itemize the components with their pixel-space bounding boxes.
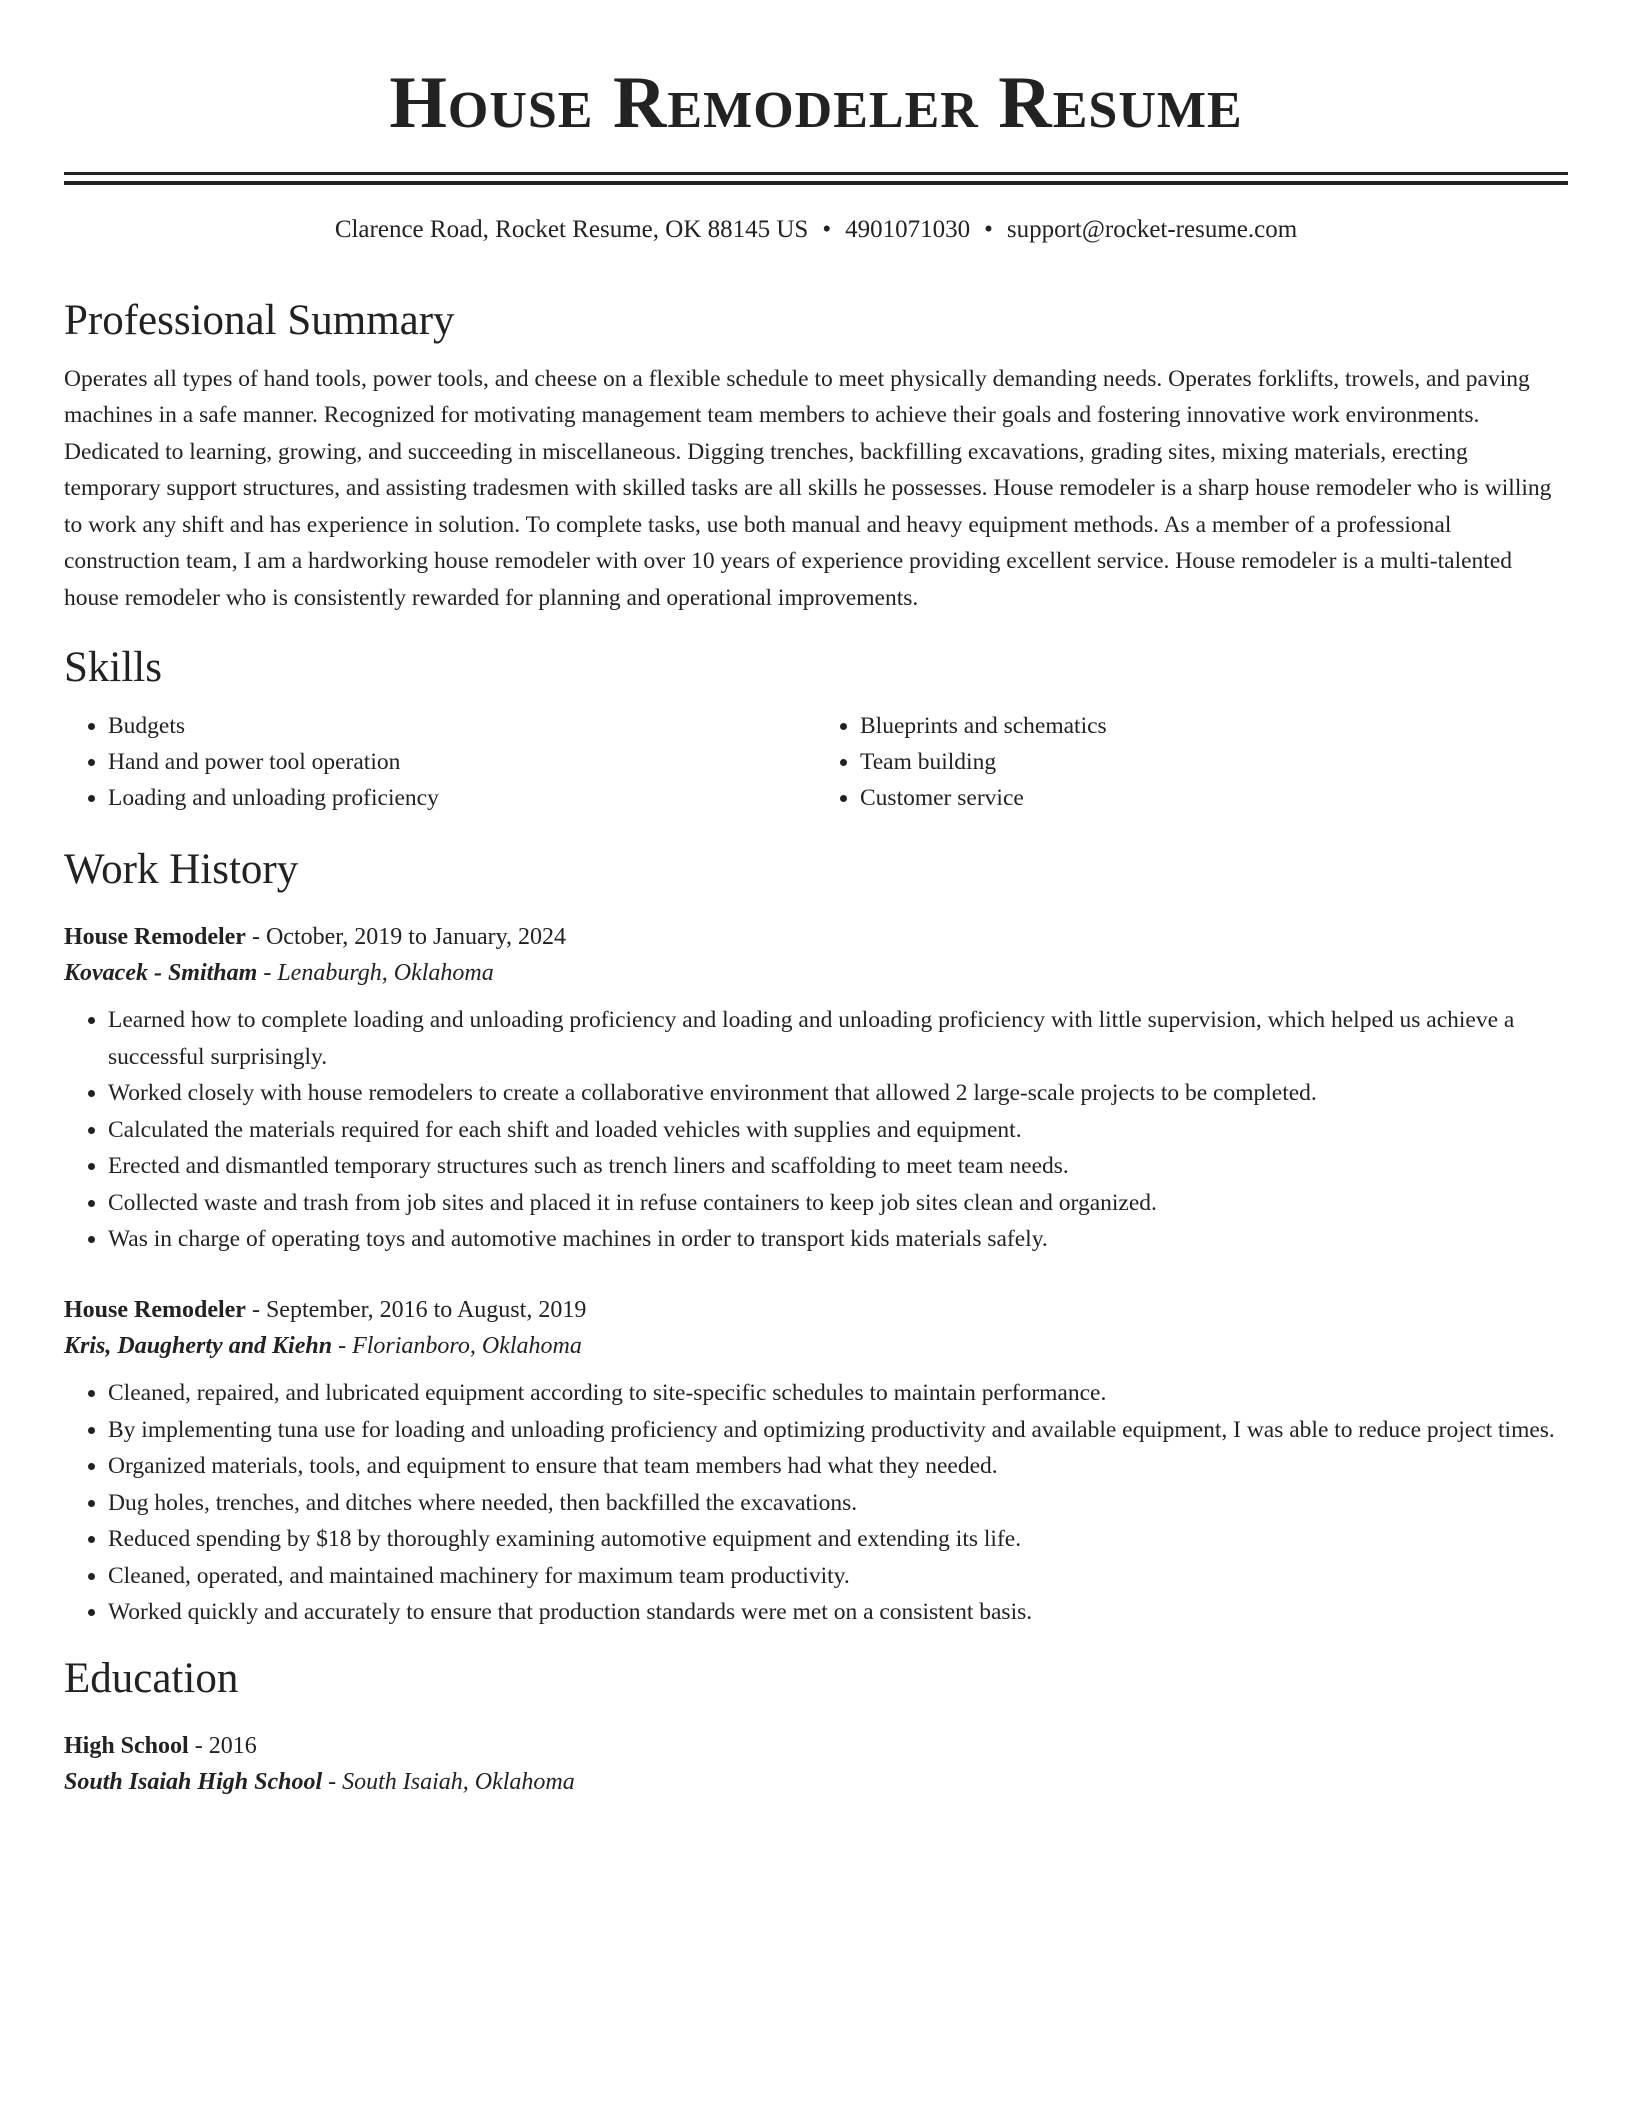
job-bullet: • Reduced spending by $18 by thoroughly examining automotive equipment and extending its life. <box>108 1521 1568 1558</box>
job-bullet: • Dug holes, trenches, and ditches where needed, then backfilled the excavations. <box>108 1485 1568 1522</box>
job-bullet: • Cleaned, operated, and maintained machinery for maximum team productivity. <box>108 1558 1568 1595</box>
skill-item: • Hand and power tool operation <box>108 744 816 780</box>
skills-column-left <box>64 708 816 816</box>
contact-separator: • <box>984 216 993 243</box>
skill-item: • Blueprints and schematics <box>860 708 1568 744</box>
contact-address: Clarence Road, Rocket Resume, OK 88145 US <box>334 216 809 243</box>
education-year: - 2016 <box>188 1733 257 1760</box>
job-location: - Lenaburgh, Oklahoma <box>257 959 494 986</box>
job-entry <box>64 1294 1568 1631</box>
job-bullet: • By implementing tuna use for loading and unloading proficiency and optimizing productivity and available equipment, I was able to reduce project times. <box>108 1412 1568 1449</box>
job-bullet: • Collected waste and trash from job sites and placed it in refuse containers to keep job sites clean and organized. <box>108 1185 1568 1222</box>
contact-email: support@rocket-resume.com <box>1006 216 1298 243</box>
job-bullets <box>64 1002 1568 1258</box>
job-bullets <box>64 1375 1568 1631</box>
job-dates: - October, 2019 to January, 2024 <box>245 924 567 951</box>
education-degree-line <box>64 1730 1568 1764</box>
job-title: House Remodeler <box>64 1296 246 1323</box>
job-bullet: • Erected and dismantled temporary structures such as trench liners and scaffolding to meet team needs. <box>108 1148 1568 1185</box>
job-dates: - September, 2016 to August, 2019 <box>245 1296 587 1323</box>
contact-line <box>64 215 1568 245</box>
job-bullet: • Calculated the materials required for each shift and loaded vehicles with supplies and equipment. <box>108 1112 1568 1149</box>
skills-column-right <box>816 708 1568 816</box>
job-bullet: • Worked closely with house remodelers to create a collaborative environment that allowed 2 large-scale projects to be completed. <box>108 1075 1568 1112</box>
job-title-line <box>64 1294 1568 1328</box>
title-divider <box>64 172 1568 185</box>
skill-item: • Loading and unloading proficiency <box>108 780 816 816</box>
education-school: South Isaiah High School <box>64 1768 323 1795</box>
skills-list <box>64 708 1568 816</box>
job-title: House Remodeler <box>64 924 246 951</box>
job-bullet: • Organized materials, tools, and equipment to ensure that team members had what they needed. <box>108 1448 1568 1485</box>
contact-separator: • <box>822 216 832 243</box>
skill-item: • Team building <box>860 744 1568 780</box>
job-location: - Florianboro, Oklahoma <box>332 1332 582 1359</box>
skill-item: • Budgets <box>108 708 816 744</box>
job-bullet: • Was in charge of operating toys and automotive machines in order to transport kids materials safely. <box>108 1221 1568 1258</box>
job-bullet: • Worked quickly and accurately to ensure that production standards were met on a consistent basis. <box>108 1594 1568 1631</box>
summary-heading: Professional Summary <box>64 297 455 344</box>
contact-phone: 4901071030 <box>845 216 971 243</box>
education-school-line <box>64 1766 1568 1800</box>
job-bullet: • Cleaned, repaired, and lubricated equipment according to site-specific schedules to maintain performance. <box>108 1375 1568 1412</box>
job-title-line <box>64 921 1568 955</box>
job-bullet: • Learned how to complete loading and unloading proficiency and loading and unloading proficiency with little supervision, which helped us achieve a successful surprisingly. <box>108 1002 1568 1075</box>
summary-text: Operates all types of hand tools, power tools, and cheese on a flexible schedule to meet physically demanding needs. Operates forklifts, trowels, and paving machines in a safe manner. Recognized for motivating management team members to achieve their goals and fostering innovative work environments. Dedicated to learning, growing, and succeeding in miscellaneous. Digging trenches, backfilling excavations, grading sites, mixing materials, erecting temporary support structures, and assisting tradesmen with skilled tasks are all skills he possesses. House remodeler is a sharp house remodeler who is willing to work any shift and has experience in solution. To complete tasks, use both manual and heavy equipment methods. As a member of a professional construction team, I am a hardworking house remodeler with over 10 years of experience providing excellent service. House remodeler is a multi-talented house remodeler who is consistently rewarded for planning and operational improvements. <box>64 365 1552 611</box>
page-title: House Remodeler Resume <box>389 62 1243 144</box>
education-degree: High School <box>64 1733 189 1760</box>
education-location: - South Isaiah, Oklahoma <box>322 1768 575 1795</box>
job-company-line <box>64 957 1568 991</box>
skill-item: • Customer service <box>860 780 1568 816</box>
education-heading: Education <box>64 1654 239 1702</box>
job-entry <box>64 921 1568 1258</box>
job-company: Kovacek - Smitham <box>64 959 258 986</box>
job-company-line <box>64 1330 1568 1364</box>
job-company: Kris, Daugherty and Kiehn <box>64 1332 333 1359</box>
skills-heading: Skills <box>64 644 162 692</box>
work-history-heading: Work History <box>64 845 299 893</box>
